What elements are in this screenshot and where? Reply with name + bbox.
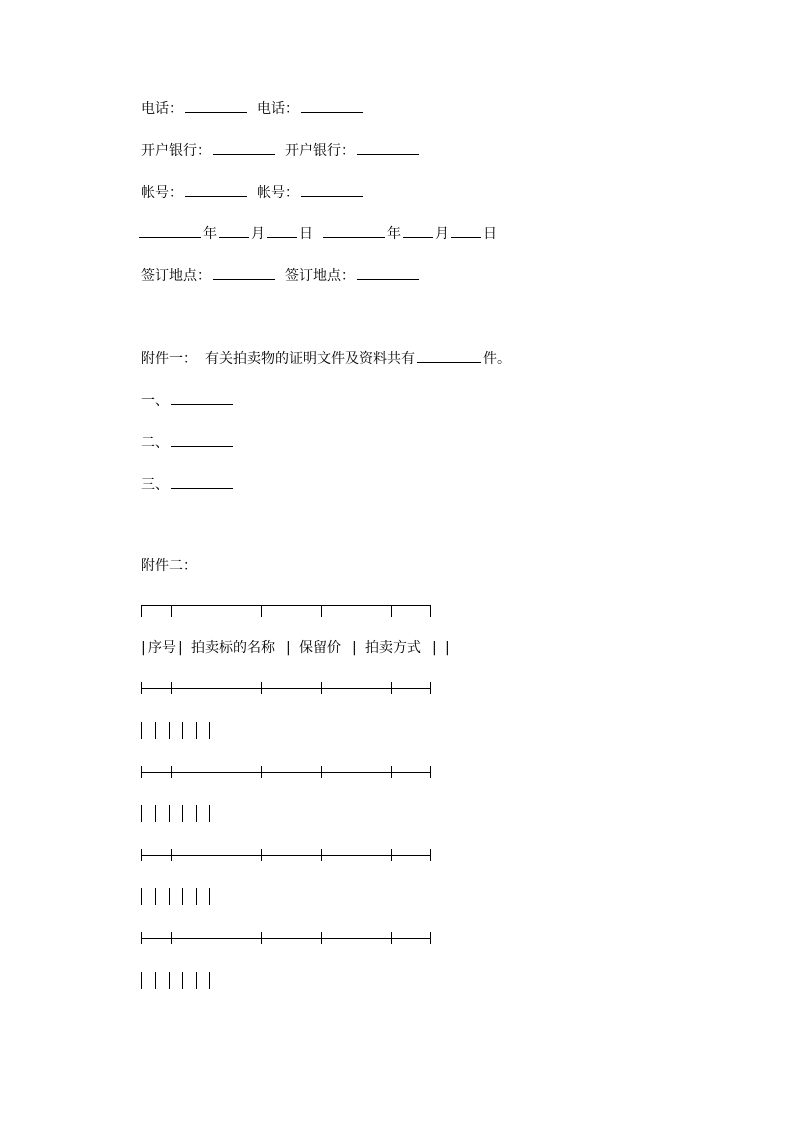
table-separator-4 [141, 932, 431, 946]
account-line [141, 182, 365, 202]
phone-line [141, 98, 365, 118]
bank-line [141, 140, 421, 160]
appendix1-item-3-blank [171, 474, 233, 489]
date-day-label-a: 日 [299, 226, 313, 242]
appendix1-item-1-blank [171, 390, 233, 405]
appendix1-item-3-label: 三、 [141, 477, 169, 493]
place-label-b: 签订地点： [285, 268, 355, 284]
appendix2-title-line [141, 556, 197, 576]
appendix1-item-3 [141, 474, 235, 494]
appendix1-item-2-blank [171, 432, 233, 447]
header-seq: 序号 [148, 640, 176, 656]
table-separator-3 [141, 849, 431, 863]
date-day-blank-a [267, 223, 297, 238]
header-name: 拍卖标的名称 [191, 640, 275, 656]
header-reserve-price: 保留价 [299, 640, 341, 656]
appendix1-text-before: 有关拍卖物的证明文件及资料共有 [205, 351, 415, 367]
table-top-border [141, 600, 431, 614]
header-method: 拍卖方式 [365, 640, 421, 656]
date-month-blank-b [403, 223, 433, 238]
table-separator-1 [141, 682, 431, 696]
bank-blank-b [357, 140, 419, 155]
table-row-1 [141, 722, 221, 740]
place-blank-a [213, 265, 275, 280]
phone-label-b: 电话： [257, 101, 299, 117]
date-month-label-a: 月 [251, 226, 265, 242]
date-year-label-a: 年 [203, 226, 217, 242]
date-day-blank-b [451, 223, 481, 238]
bank-label-a: 开户银行： [141, 143, 211, 159]
table-row-3 [141, 888, 221, 906]
date-day-label-b: 日 [483, 226, 497, 242]
appendix1-item-1-label: 一、 [141, 393, 169, 409]
appendix2-title: 附件二： [141, 558, 197, 574]
appendix1-text-after: 件。 [483, 351, 511, 367]
date-month-blank-a [219, 223, 249, 238]
table-header-row: | 序号 | 拍卖标的名称 | 保留价 | 拍卖方式 | | [141, 640, 450, 656]
phone-label-a: 电话： [141, 101, 183, 117]
account-label-a: 帐号： [141, 185, 183, 201]
date-month-label-b: 月 [435, 226, 449, 242]
appendix1-item-1 [141, 390, 235, 410]
table-row-2 [141, 805, 221, 823]
table-separator-2 [141, 766, 431, 780]
appendix1-line [141, 348, 511, 368]
phone-blank-a [185, 98, 247, 113]
appendix1-item-2 [141, 432, 235, 452]
bank-label-b: 开户银行： [285, 143, 355, 159]
account-blank-a [185, 182, 247, 197]
date-year-blank-b [323, 223, 385, 238]
bank-blank-a [213, 140, 275, 155]
appendix1-title: 附件一： [141, 351, 197, 367]
place-line [141, 265, 421, 285]
place-label-a: 签订地点： [141, 268, 211, 284]
date-line [137, 223, 497, 243]
phone-blank-b [301, 98, 363, 113]
appendix1-count-blank [417, 348, 481, 363]
table-row-4 [141, 972, 221, 990]
account-blank-b [301, 182, 363, 197]
date-year-label-b: 年 [387, 226, 401, 242]
account-label-b: 帐号： [257, 185, 299, 201]
appendix1-item-2-label: 二、 [141, 435, 169, 451]
date-year-blank-a [139, 223, 201, 238]
place-blank-b [357, 265, 419, 280]
